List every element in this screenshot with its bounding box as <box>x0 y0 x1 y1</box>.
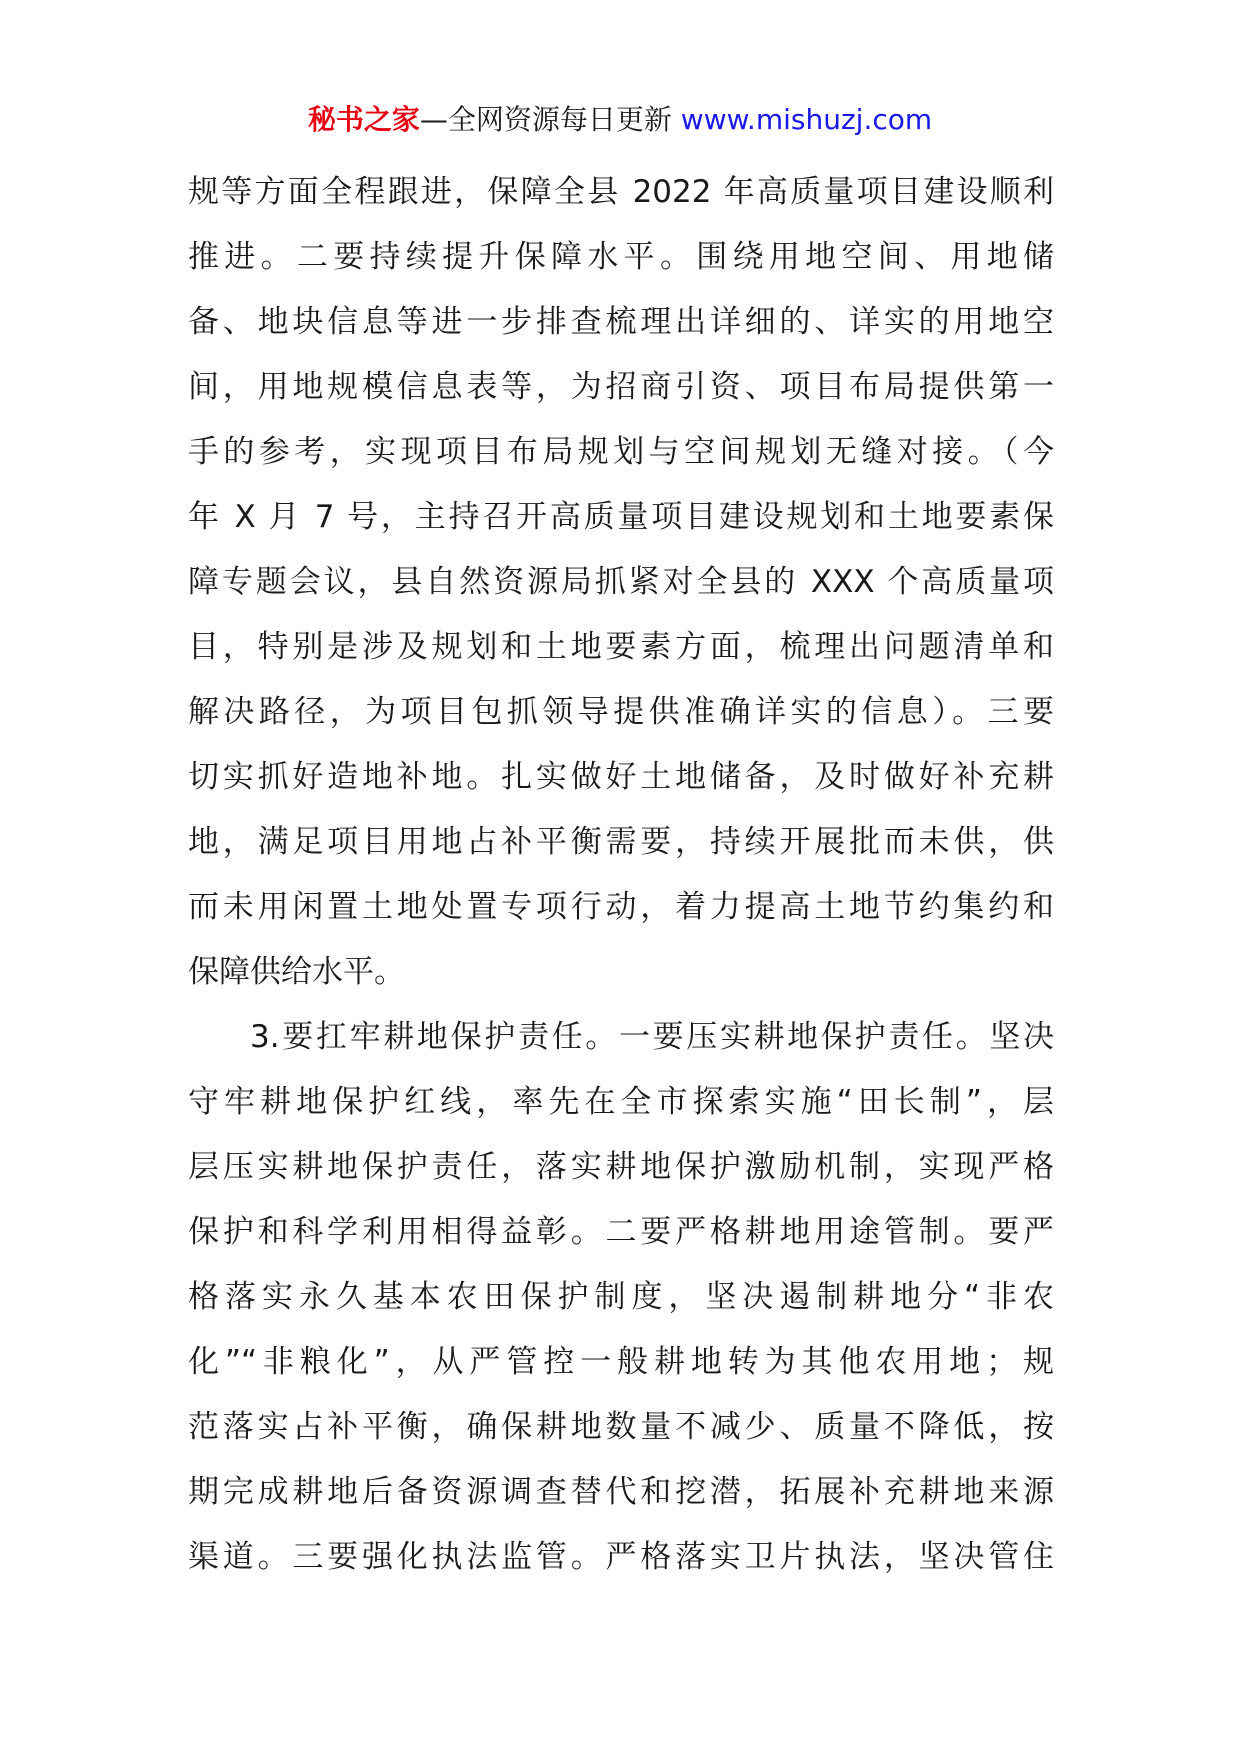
text-line: 手的参考，实现项目布局规划与空间规划无缝对接。（今 <box>188 434 1054 470</box>
header-tagline: —全网资源每日更新 <box>419 103 672 136</box>
text-line: 规等方面全程跟进，保障全县 2022 年高质量项目建设顺利 <box>188 174 1054 210</box>
text-line: 范落实占补平衡，确保耕地数量不减少、质量不降低，按 <box>188 1409 1054 1445</box>
text-line: 保护和科学利用相得益彰。二要严格耕地用途管制。要严 <box>188 1214 1054 1250</box>
text-line: 层压实耕地保护责任，落实耕地保护激励机制，实现严格 <box>188 1149 1054 1185</box>
text-line: 期完成耕地后备资源调查替代和挖潜，拓展补充耕地来源 <box>188 1474 1054 1510</box>
text-line: 间，用地规模信息表等，为招商引资、项目布局提供第一 <box>188 369 1054 405</box>
text-line: 备、地块信息等进一步排查梳理出详细的、详实的用地空 <box>188 304 1054 340</box>
text-line: 而未用闲置土地处置专项行动，着力提高土地节约集约和 <box>188 889 1054 925</box>
text-line: 目，特别是涉及规划和土地要素方面，梳理出问题清单和 <box>188 629 1054 665</box>
text-line: 守牢耕地保护红线，率先在全市探索实施“田长制”，层 <box>188 1084 1054 1120</box>
text-line: 渠道。三要强化执法监管。严格落实卫片执法，坚决管住 <box>188 1539 1054 1575</box>
text-line: 地，满足项目用地占补平衡需要，持续开展批而未供，供 <box>188 824 1054 860</box>
text-line: 推进。二要持续提升保障水平。围绕用地空间、用地储 <box>188 239 1054 275</box>
text-line: 障专题会议，县自然资源局抓紧对全县的 XXX 个高质量项 <box>188 564 1054 600</box>
text-line: 格落实永久基本农田保护制度，坚决遏制耕地分“非农 <box>188 1279 1054 1315</box>
site-url-link[interactable]: www.mishuzj.com <box>680 103 933 136</box>
brand-name: 秘书之家 <box>307 103 420 136</box>
page-header <box>0 100 1240 140</box>
text-line: 解决路径，为项目包抓领导提供准确详实的信息）。三要 <box>188 694 1054 730</box>
text-line-paragraph-end: 保障供给水平。 <box>188 954 405 990</box>
paragraph-heading-line: 3.要扛牢耕地保护责任。一要压实耕地保护责任。坚决 <box>250 1019 1054 1055</box>
text-line: 化”“非粮化”，从严管控一般耕地转为其他农用地；规 <box>188 1344 1054 1380</box>
text-line: 年 X 月 7 号，主持召开高质量项目建设规划和土地要素保 <box>188 499 1054 535</box>
text-line: 切实抓好造地补地。扎实做好土地储备，及时做好补充耕 <box>188 759 1054 795</box>
document-body <box>188 160 1054 1590</box>
